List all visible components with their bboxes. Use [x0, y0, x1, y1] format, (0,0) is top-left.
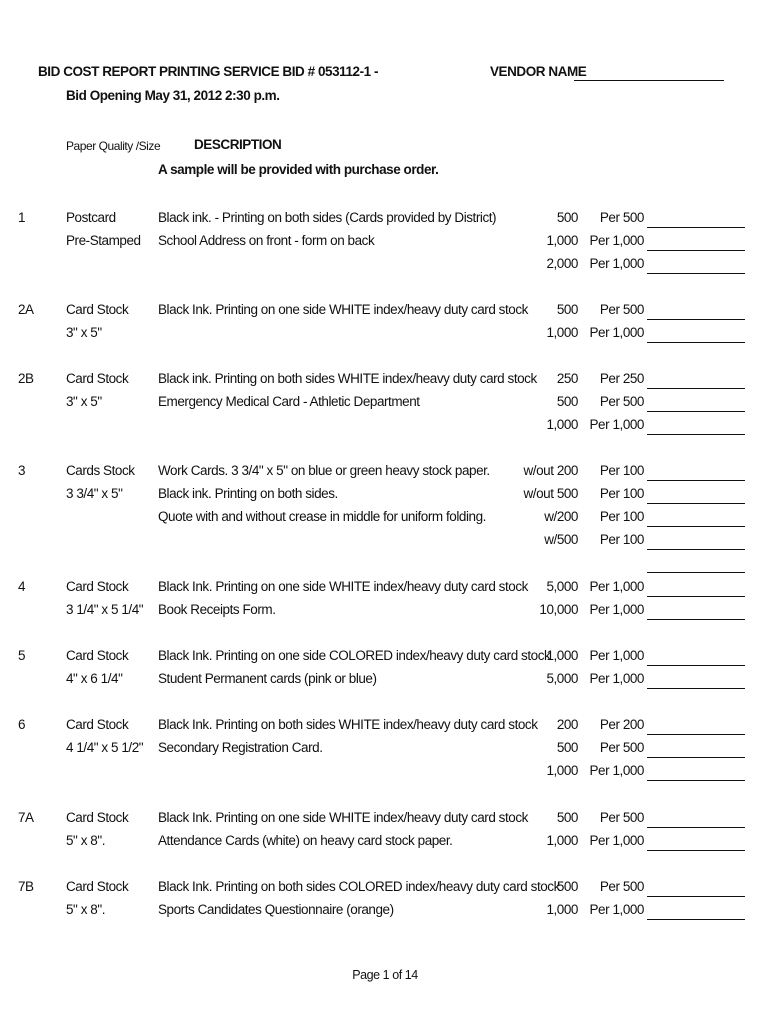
price-entry-line[interactable]	[647, 273, 745, 274]
price-entry-line[interactable]	[647, 480, 745, 481]
vendor-name-field[interactable]	[574, 80, 724, 81]
quantity: 1,000	[546, 763, 578, 778]
price-unit: Per 1,000	[589, 602, 644, 617]
price-entry-line[interactable]	[647, 757, 745, 758]
price-entry-line[interactable]	[647, 342, 745, 343]
quantity: 1,000	[546, 648, 578, 663]
price-entry-line[interactable]	[647, 388, 745, 389]
item-number: 6	[18, 717, 26, 732]
item-description: Black Ink. Printing on one side COLORED index/heavy duty card stock	[158, 648, 551, 663]
paper-size: Card Stock	[66, 810, 129, 825]
price-entry-line[interactable]	[647, 780, 745, 781]
description-header: DESCRIPTION	[194, 137, 282, 152]
price-entry-line[interactable]	[647, 919, 745, 920]
price-unit: Per 100	[599, 509, 644, 524]
quantity: 500	[556, 302, 578, 317]
price-unit: Per 1,000	[589, 233, 644, 248]
paper-size: 4" x 6 1/4"	[66, 671, 123, 686]
quantity: 1,000	[546, 902, 578, 917]
price-unit: Per 1,000	[589, 648, 644, 663]
item-description: Emergency Medical Card - Athletic Department	[158, 394, 420, 409]
paper-size: Card Stock	[66, 579, 129, 594]
item-description: Book Receipts Form.	[158, 602, 276, 617]
price-entry-line[interactable]	[647, 319, 745, 320]
item-description: Black ink. Printing on both sides.	[158, 486, 338, 501]
price-entry-line[interactable]	[647, 526, 745, 527]
price-unit: Per 500	[599, 879, 644, 894]
quantity: 500	[556, 810, 578, 825]
paper-size: Postcard	[66, 210, 116, 225]
item-description: Black Ink. Printing on both sides COLORED index/heavy duty card stock	[158, 879, 560, 894]
quantity: w/out 500	[523, 486, 578, 501]
quantity: 2,000	[546, 256, 578, 271]
item-description: Black ink. Printing on both sides WHITE index/heavy duty card stock	[158, 371, 537, 386]
price-entry-line[interactable]	[647, 250, 745, 251]
quantity: 1,000	[546, 325, 578, 340]
price-entry-line[interactable]	[647, 827, 745, 828]
paper-size: 3 1/4" x 5 1/4"	[66, 602, 144, 617]
quantity: 500	[556, 740, 578, 755]
paper-size: 5" x 8".	[66, 833, 106, 848]
paper-size: Pre-Stamped	[66, 233, 141, 248]
price-unit: Per 500	[599, 302, 644, 317]
item-number: 5	[18, 648, 26, 663]
item-description: Work Cards. 3 3/4" x 5" on blue or green heavy stock paper.	[158, 463, 490, 478]
item-description: Black ink. - Printing on both sides (Cards provided by District)	[158, 210, 497, 225]
item-description: Secondary Registration Card.	[158, 740, 323, 755]
paper-size: 3 3/4" x 5"	[66, 486, 123, 501]
paper-size: 3" x 5"	[66, 325, 102, 340]
quantity: 5,000	[546, 579, 578, 594]
paper-size: 3" x 5"	[66, 394, 102, 409]
price-unit: Per 1,000	[589, 579, 644, 594]
quantity: w/200	[544, 509, 578, 524]
price-unit: Per 500	[599, 394, 644, 409]
price-unit: Per 1,000	[589, 671, 644, 686]
item-description: Student Permanent cards (pink or blue)	[158, 671, 377, 686]
quantity: 1,000	[546, 417, 578, 432]
quantity: 500	[556, 210, 578, 225]
quantity: w/500	[544, 532, 578, 547]
price-unit: Per 500	[599, 740, 644, 755]
price-unit: Per 1,000	[589, 417, 644, 432]
paper-size: Card Stock	[66, 371, 129, 386]
quantity: 500	[556, 394, 578, 409]
paper-size: 4 1/4" x 5 1/2"	[66, 740, 144, 755]
paper-size: Card Stock	[66, 648, 129, 663]
paper-size: Card Stock	[66, 302, 129, 317]
price-unit: Per 1,000	[589, 256, 644, 271]
price-entry-line[interactable]	[647, 549, 745, 550]
item-number: 7B	[18, 879, 34, 894]
price-unit: Per 100	[599, 463, 644, 478]
price-entry-line[interactable]	[647, 503, 745, 504]
price-entry-line[interactable]	[647, 734, 745, 735]
price-entry-line[interactable]	[647, 572, 745, 573]
price-entry-line[interactable]	[647, 850, 745, 851]
quantity: 10,000	[539, 602, 578, 617]
quantity: 250	[556, 371, 578, 386]
item-description: School Address on front - form on back	[158, 233, 375, 248]
item-number: 4	[18, 579, 26, 594]
quantity: 5,000	[546, 671, 578, 686]
paper-size: 5" x 8".	[66, 902, 106, 917]
price-entry-line[interactable]	[647, 688, 745, 689]
price-unit: Per 250	[599, 371, 644, 386]
price-unit: Per 1,000	[589, 763, 644, 778]
price-entry-line[interactable]	[647, 227, 745, 228]
quantity: 1,000	[546, 233, 578, 248]
item-number: 1	[18, 210, 26, 225]
bid-opening: Bid Opening May 31, 2012 2:30 p.m.	[66, 88, 280, 103]
page-number: Page 1 of 14	[352, 968, 418, 982]
paper-size: Cards Stock	[66, 463, 135, 478]
price-entry-line[interactable]	[647, 434, 745, 435]
quantity: 500	[556, 879, 578, 894]
item-description: Black Ink. Printing on one side WHITE index/heavy duty card stock	[158, 810, 528, 825]
item-number: 2B	[18, 371, 34, 386]
price-entry-line[interactable]	[647, 619, 745, 620]
item-number: 2A	[18, 302, 34, 317]
report-title: BID COST REPORT PRINTING SERVICE BID # 053112-1 -	[38, 64, 379, 79]
price-unit: Per 100	[599, 532, 644, 547]
item-description: Black Ink. Printing on one side WHITE index/heavy duty card stock	[158, 302, 528, 317]
item-description: Black Ink. Printing on one side WHITE index/heavy duty card stock	[158, 579, 528, 594]
price-unit: Per 1,000	[589, 325, 644, 340]
price-unit: Per 100	[599, 486, 644, 501]
item-description: Sports Candidates Questionnaire (orange)	[158, 902, 394, 917]
price-unit: Per 1,000	[589, 833, 644, 848]
price-unit: Per 1,000	[589, 902, 644, 917]
quantity: 1,000	[546, 833, 578, 848]
item-description: Quote with and without crease in middle for uniform folding.	[158, 509, 486, 524]
price-entry-line[interactable]	[647, 411, 745, 412]
price-unit: Per 500	[599, 810, 644, 825]
price-entry-line[interactable]	[647, 896, 745, 897]
vendor-name-label: VENDOR NAME	[490, 64, 587, 79]
paper-quality-header: Paper Quality /Size	[66, 139, 161, 153]
item-number: 3	[18, 463, 26, 478]
price-unit: Per 500	[599, 210, 644, 225]
sample-note: A sample will be provided with purchase order.	[158, 162, 439, 177]
price-unit: Per 200	[599, 717, 644, 732]
item-number: 7A	[18, 810, 34, 825]
price-entry-line[interactable]	[647, 665, 745, 666]
paper-size: Card Stock	[66, 879, 129, 894]
price-entry-line[interactable]	[647, 596, 745, 597]
item-description: Attendance Cards (white) on heavy card stock paper.	[158, 833, 453, 848]
quantity: w/out 200	[523, 463, 578, 478]
paper-size: Card Stock	[66, 717, 129, 732]
item-description: Black Ink. Printing on both sides WHITE index/heavy duty card stock	[158, 717, 538, 732]
quantity: 200	[556, 717, 578, 732]
